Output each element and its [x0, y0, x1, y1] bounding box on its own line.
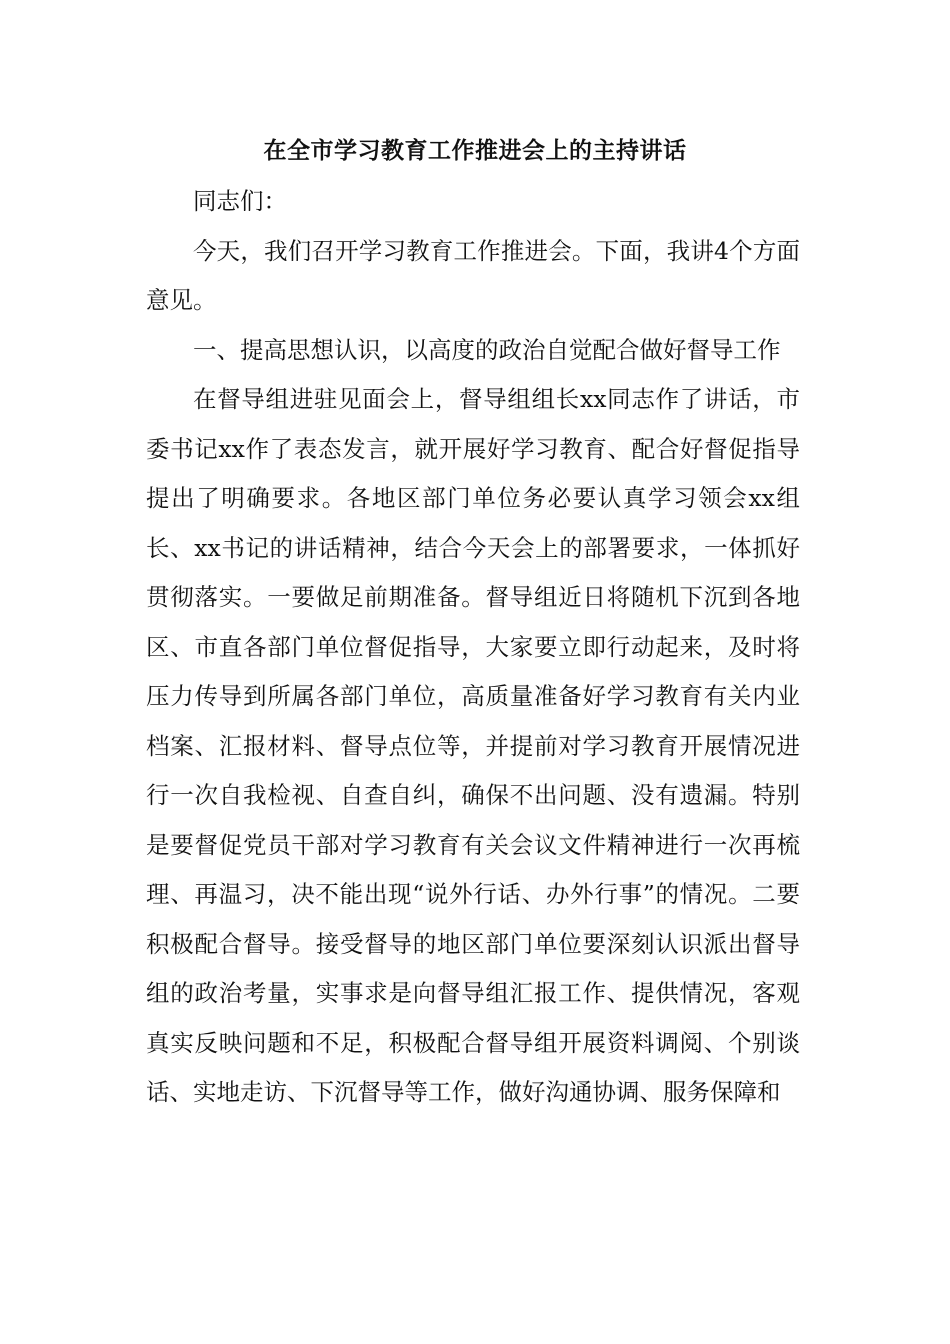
intro-paragraph: 今天，我们召开学习教育工作推进会。下面，我讲4个方面意见。 — [146, 236, 800, 314]
section-heading: 一、提高思想认识，以高度的政治自觉配合做好督导工作 — [193, 335, 781, 364]
document-body — [146, 177, 800, 1118]
salutation-paragraph: 同志们： — [193, 187, 287, 215]
body-paragraph: 在督导组进驻见面会上，督导组组长xx同志作了讲话，市委书记xx作了表态发言，就开展好学习教育、配合好督促指导提出了明确要求。各地区部门单位务必要认真学习领会xx组长、xx书记的讲话精神，结合今天会上的部署要求，一体抓好贯彻落实。一要做足前期准备。督导组近日将随机下沉到各地区、市直各部门单位督促指导，大家要立即行动起来，及时将压力传导到所属各部门单位，高质量准备好学习教育有关内业档案、汇报材料、督导点位等，并提前对学习教育开展情况进行一次自我检视、自查自纠，确保不出问题、没有遗漏。特别是要督促党员干部对学习教育有关会议文件精神进行一次再梳理、再温习，决不能出现“说外行话、办外行事”的情况。二要积极配合督导。接受督导的地区部门单位要深刻认识派出督导组的政治考量，实事求是向督导组汇报工作、提供情况，客观真实反映问题和不足，积极配合督导组开展资料调阅、个别谈话、实地走访、下沉督导等工作，做好沟通协调、服务保障和 — [146, 385, 800, 1106]
document-title: 在全市学习教育工作推进会上的主持讲话 — [263, 138, 687, 164]
